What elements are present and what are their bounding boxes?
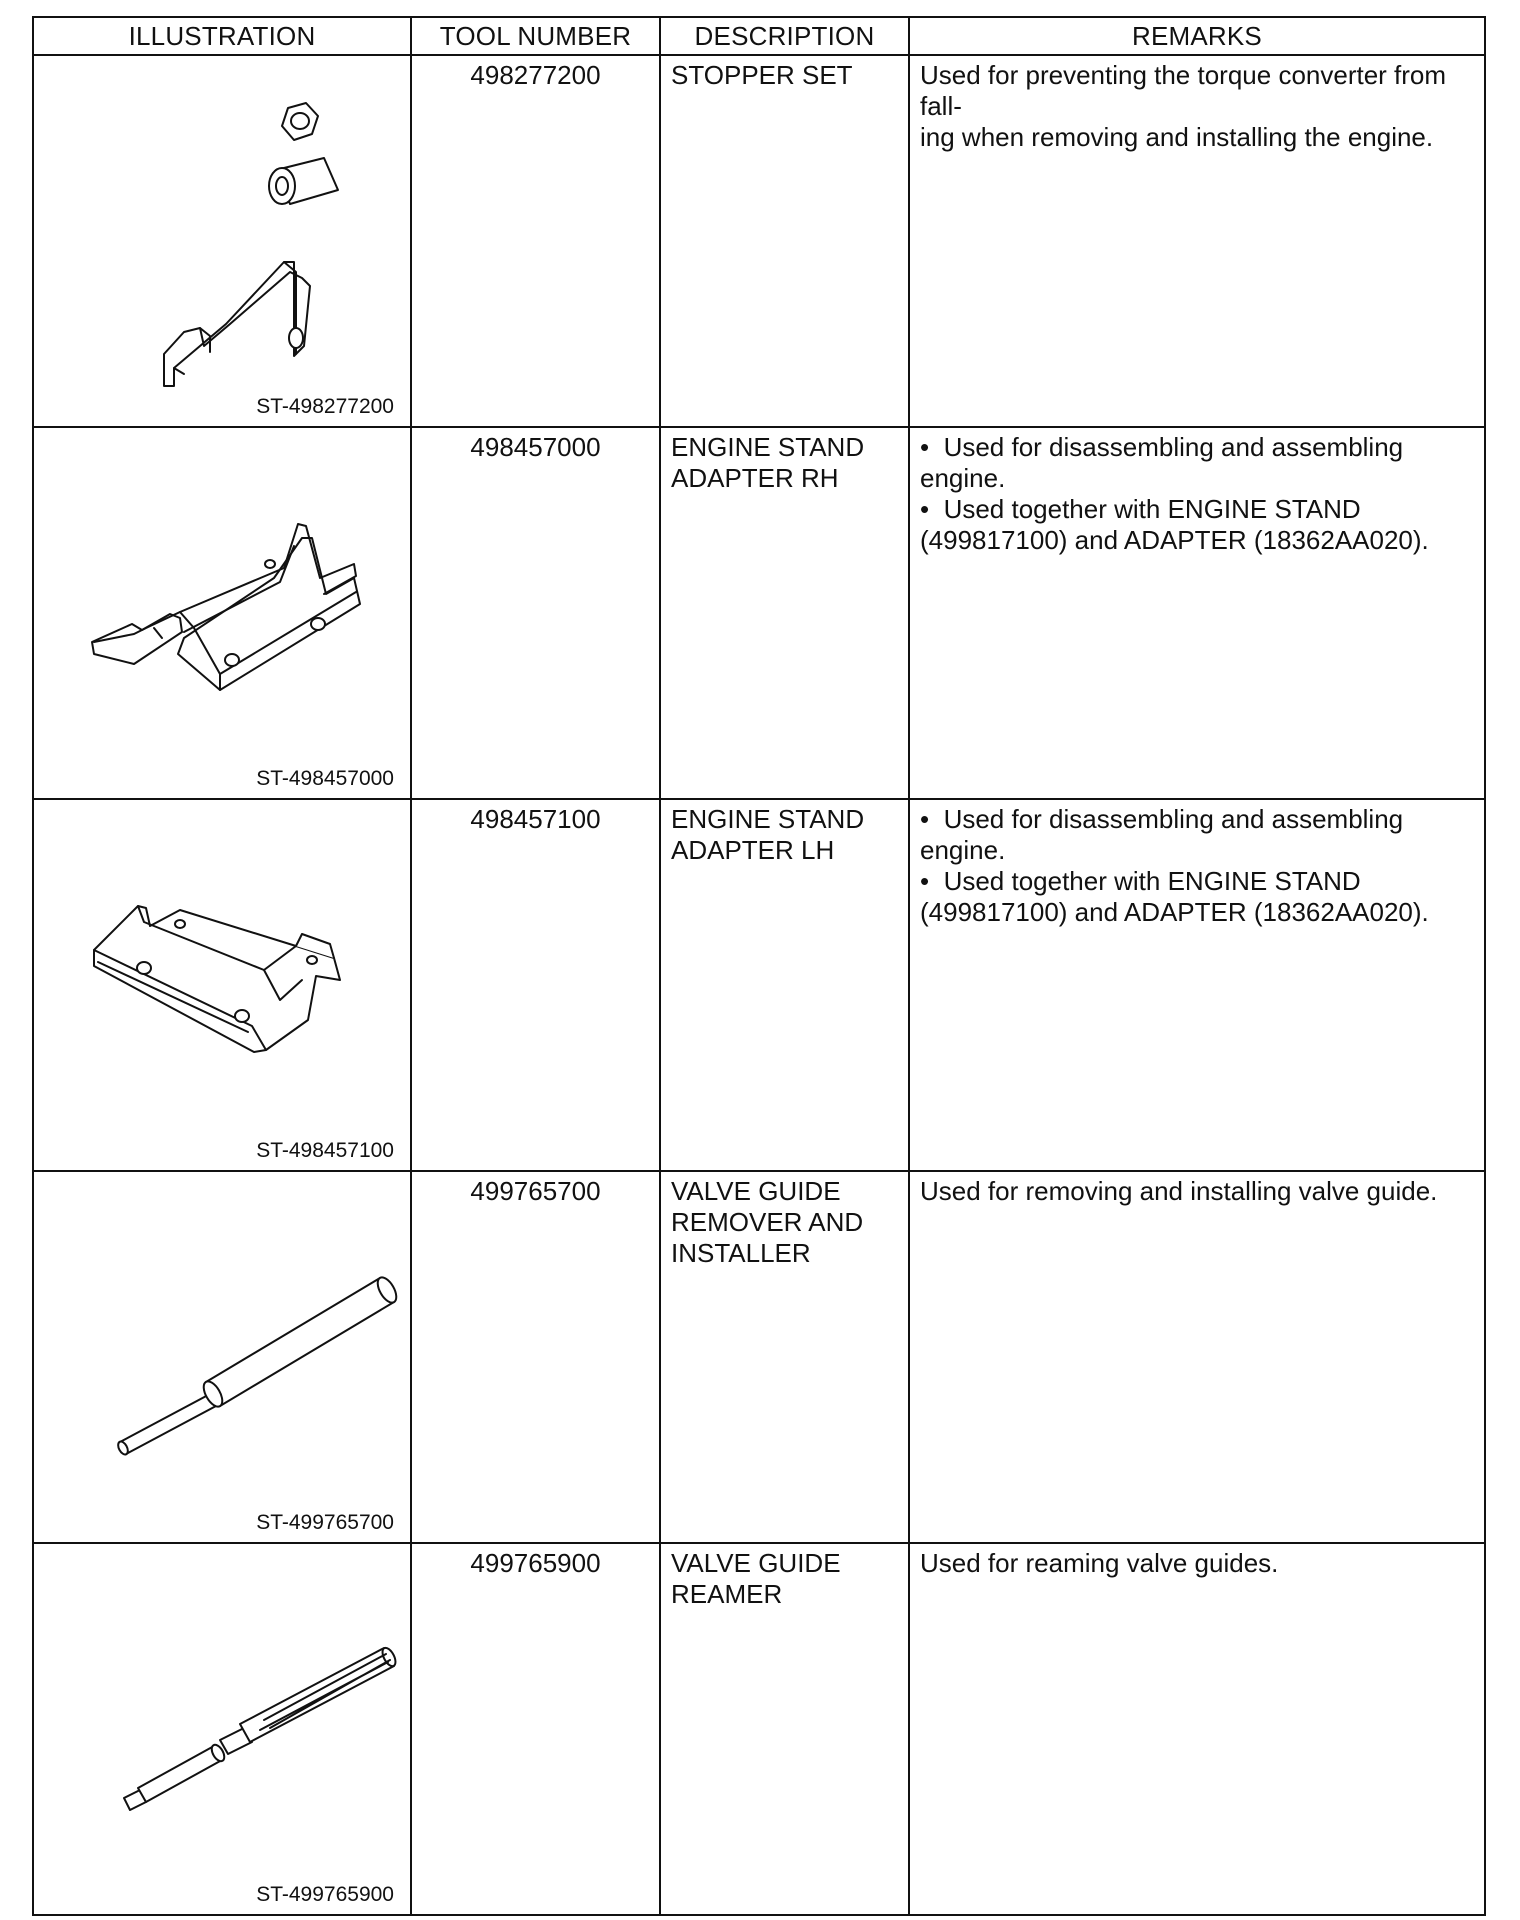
- remarks-line: • Used for disassembling and assembling: [920, 804, 1474, 835]
- description-line: ENGINE STAND: [671, 804, 865, 834]
- remarks-line: ing when removing and installing the engine.: [920, 122, 1434, 152]
- description: [660, 1543, 909, 1915]
- illustration-cell: [33, 1171, 411, 1543]
- illustration-code: ST-499765700: [256, 1511, 394, 1534]
- stopper-set-illustration: [34, 56, 410, 396]
- remarks-line: Used for preventing the torque converter from fall-: [920, 60, 1447, 121]
- remarks: [909, 1171, 1485, 1543]
- remarks-line: engine.: [920, 835, 1006, 865]
- illustration-cell: [33, 427, 411, 799]
- tool-number: 499765700: [411, 1171, 660, 1543]
- illustration-code: ST-498277200: [256, 395, 394, 418]
- remarks: [909, 799, 1485, 1171]
- remarks-line: • Used together with ENGINE STAND: [920, 866, 1474, 897]
- table-row: [33, 55, 1485, 427]
- table-row: [33, 799, 1485, 1171]
- remarks-line: • Used for disassembling and assembling: [920, 432, 1474, 463]
- header-illustration: ILLUSTRATION: [33, 17, 411, 55]
- description-line: VALVE GUIDE: [671, 1176, 841, 1206]
- description-line: ENGINE STAND: [671, 432, 865, 462]
- remarks-line: (499817100) and ADAPTER (18362AA020).: [920, 525, 1429, 555]
- illustration-cell: [33, 799, 411, 1171]
- valve-guide-reamer-illustration: [34, 1544, 410, 1884]
- header-remarks: REMARKS: [909, 17, 1485, 55]
- description: [660, 55, 909, 427]
- tool-number: 498277200: [411, 55, 660, 427]
- description: [660, 427, 909, 799]
- remarks-line: (499817100) and ADAPTER (18362AA020).: [920, 897, 1429, 927]
- valve-guide-remover-illustration: [34, 1172, 410, 1512]
- illustration-cell: [33, 1543, 411, 1915]
- description: [660, 1171, 909, 1543]
- tool-number: 498457000: [411, 427, 660, 799]
- remarks: [909, 427, 1485, 799]
- remarks: [909, 55, 1485, 427]
- remarks: [909, 1543, 1485, 1915]
- special-tools-table: [32, 16, 1486, 1916]
- description-line: INSTALLER: [671, 1238, 811, 1268]
- engine-stand-adapter-rh-illustration: [34, 428, 410, 768]
- tool-number: 498457100: [411, 799, 660, 1171]
- illustration-code: ST-499765900: [256, 1883, 394, 1906]
- illustration-code: ST-498457100: [256, 1139, 394, 1162]
- description-line: STOPPER SET: [671, 60, 853, 90]
- description-line: ADAPTER LH: [671, 835, 835, 865]
- header-row: [33, 17, 1485, 55]
- description-line: REMOVER AND: [671, 1207, 864, 1237]
- illustration-cell: [33, 55, 411, 427]
- description-line: REAMER: [671, 1579, 783, 1609]
- illustration-code: ST-498457000: [256, 767, 394, 790]
- engine-stand-adapter-lh-illustration: [34, 800, 410, 1140]
- remarks-line: Used for reaming valve guides.: [920, 1548, 1279, 1578]
- remarks-line: Used for removing and installing valve guide.: [920, 1176, 1438, 1206]
- description: [660, 799, 909, 1171]
- table-row: [33, 1543, 1485, 1915]
- description-line: VALVE GUIDE: [671, 1548, 841, 1578]
- tool-number: 499765900: [411, 1543, 660, 1915]
- header-description: DESCRIPTION: [660, 17, 909, 55]
- table-row: [33, 427, 1485, 799]
- description-line: ADAPTER RH: [671, 463, 839, 493]
- remarks-line: • Used together with ENGINE STAND: [920, 494, 1474, 525]
- table-row: [33, 1171, 1485, 1543]
- remarks-line: engine.: [920, 463, 1006, 493]
- header-tool-number: TOOL NUMBER: [411, 17, 660, 55]
